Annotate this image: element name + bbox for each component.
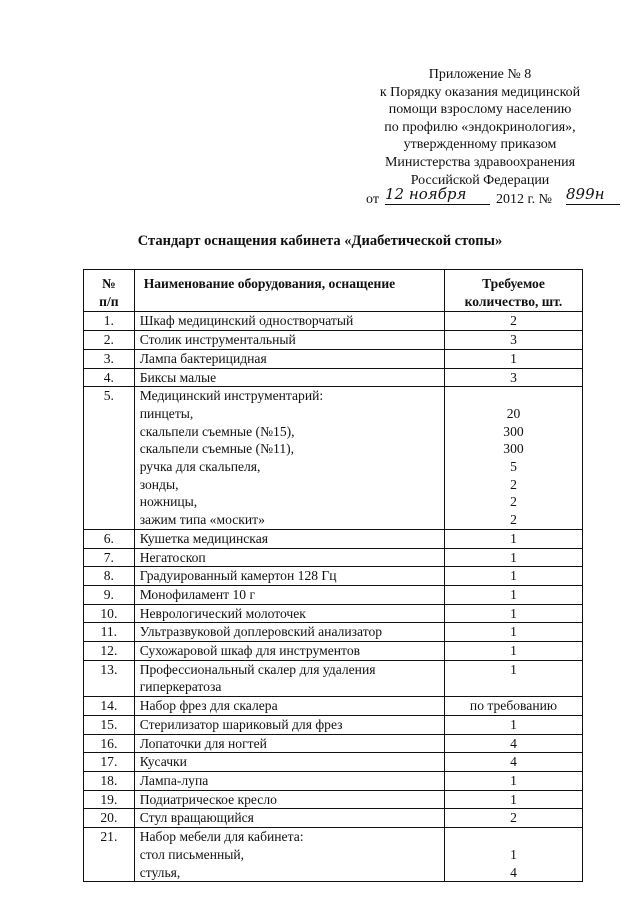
row-quantity <box>444 790 582 809</box>
table-row <box>84 349 583 368</box>
item-qty-text <box>445 387 582 405</box>
header-name: Наименование оборудования, оснащение <box>134 270 444 312</box>
row-number: 10. <box>84 604 135 623</box>
qty-spacer <box>445 678 582 696</box>
row-item-name <box>134 529 444 548</box>
header-line-order-ref: к Порядку оказания медицинской <box>379 84 581 100</box>
row-number: 20. <box>84 809 135 828</box>
item-qty-text: 4 <box>510 754 517 770</box>
row-quantity <box>444 753 582 772</box>
item-qty-text: 3 <box>510 369 517 385</box>
document-header <box>330 66 630 210</box>
row-item-name <box>134 809 444 828</box>
row-item-name <box>134 734 444 753</box>
header-num: № п/п <box>84 270 135 312</box>
row-number: 19. <box>84 790 135 809</box>
equipment-table <box>83 269 583 882</box>
date-prefix: от <box>366 192 379 208</box>
item-name-text: Медицинский инструментарий: <box>139 388 324 404</box>
item-qty-text <box>445 828 582 846</box>
order-date-line <box>330 185 630 210</box>
row-item-name <box>134 771 444 790</box>
row-quantity <box>444 387 582 530</box>
row-item-name <box>134 331 444 350</box>
item-name-text: Столик инструментальный <box>139 332 296 348</box>
item-name-text: Шкаф медицинский одностворчатый <box>139 313 354 329</box>
item-qty-text: 1 <box>510 530 517 546</box>
item-name-text: Лампа бактерицидная <box>139 350 267 366</box>
row-item-name <box>134 312 444 331</box>
item-name-text: Негатоскоп <box>139 549 206 565</box>
item-name-text: Сухожаровой шкаф для инструментов <box>139 643 361 659</box>
item-qty-text: 1 <box>510 586 517 602</box>
header-line-approved: утвержденному приказом <box>403 137 557 153</box>
row-item-name <box>134 790 444 809</box>
item-qty-text: 2 <box>510 810 517 826</box>
row-quantity <box>444 349 582 368</box>
row-quantity <box>444 567 582 586</box>
row-quantity <box>444 809 582 828</box>
row-item-name <box>134 697 444 716</box>
row-quantity <box>444 828 582 882</box>
item-qty-text: 1 <box>510 716 517 732</box>
row-number: 8. <box>84 567 135 586</box>
item-qty-text: 1 <box>510 568 517 584</box>
item-name-text: Биксы малые <box>139 369 217 385</box>
table-row <box>84 771 583 790</box>
table-row <box>84 312 583 331</box>
sub-item-name: ножницы, <box>139 494 198 510</box>
row-number: 5. <box>84 387 135 530</box>
sub-item-name: скальпели съемные (№15), <box>139 423 295 439</box>
handwritten-date: 12 ноября <box>385 186 490 205</box>
table-row <box>84 567 583 586</box>
item-qty-text: 2 <box>510 313 517 329</box>
item-name-text: Лампа-лупа <box>139 772 209 788</box>
sub-item-name: скальпели съемные (№11), <box>139 441 295 457</box>
sub-item-qty: 300 <box>503 423 524 439</box>
item-name-text: Неврологический молоточек <box>139 605 306 621</box>
row-number: 12. <box>84 642 135 661</box>
row-number: 13. <box>84 660 135 696</box>
row-item-name <box>134 660 444 696</box>
table-row <box>84 660 583 696</box>
row-number: 9. <box>84 585 135 604</box>
row-quantity <box>444 660 582 696</box>
table-row <box>84 828 583 882</box>
row-item-name <box>134 548 444 567</box>
row-number: 7. <box>84 548 135 567</box>
row-quantity <box>444 697 582 716</box>
item-name-text: Подиатрическое кресло <box>139 791 277 807</box>
row-item-name <box>134 642 444 661</box>
header-line-appendix: Приложение № 8 <box>428 67 532 82</box>
row-item-name <box>134 828 444 882</box>
sub-item-name: пинцеты, <box>139 405 194 421</box>
row-quantity <box>444 734 582 753</box>
row-quantity <box>444 548 582 567</box>
row-item-name <box>134 715 444 734</box>
table-row <box>84 585 583 604</box>
item-name-text: Стул вращающийся <box>139 810 254 826</box>
table-header-row <box>84 270 583 312</box>
row-quantity <box>444 715 582 734</box>
row-quantity <box>444 368 582 387</box>
row-number: 18. <box>84 771 135 790</box>
row-number: 16. <box>84 734 135 753</box>
row-number: 17. <box>84 753 135 772</box>
table-row <box>84 790 583 809</box>
sub-item-qty: 300 <box>503 441 524 457</box>
handwritten-order-number: 899н <box>566 186 620 205</box>
item-qty-text: 1 <box>510 791 517 807</box>
header-qty: Требуемое количество, шт. <box>444 270 582 312</box>
item-name-text: Лопаточки для ногтей <box>139 735 267 751</box>
sub-item-name: стол письменный, <box>139 846 245 862</box>
table-row <box>84 529 583 548</box>
table-row <box>84 368 583 387</box>
item-qty-text: 1 <box>510 549 517 565</box>
sub-item-qty: 1 <box>510 846 517 862</box>
row-quantity <box>444 604 582 623</box>
row-item-name <box>134 623 444 642</box>
sub-item-qty: 4 <box>510 864 517 880</box>
item-name-text: Стерилизатор шариковый для фрез <box>139 716 343 732</box>
table-row <box>84 623 583 642</box>
table-body <box>84 312 583 882</box>
table-row <box>84 642 583 661</box>
item-name-text: Монофиламент 10 г <box>139 586 256 602</box>
table-row <box>84 715 583 734</box>
row-number: 15. <box>84 715 135 734</box>
row-number: 3. <box>84 349 135 368</box>
item-qty-text: 1 <box>510 624 517 640</box>
header-line-ministry: Министерства здравоохранения <box>384 154 576 170</box>
sub-item-qty: 2 <box>510 476 517 492</box>
row-number: 1. <box>84 312 135 331</box>
sub-item-name: зонды, <box>139 476 179 492</box>
header-line-profile: по профилю «эндокринология», <box>384 119 576 135</box>
row-number: 11. <box>84 623 135 642</box>
year-number-label: 2012 г. № <box>496 192 553 208</box>
table-row <box>84 548 583 567</box>
row-quantity <box>444 585 582 604</box>
header-line-population: помощи взрослому населению <box>388 102 572 118</box>
item-name-text: Профессиональный скалер для удаления <box>139 661 376 677</box>
item-qty-text: 1 <box>510 661 517 677</box>
row-number: 2. <box>84 331 135 350</box>
item-name-text: Набор фрез для скалера <box>139 698 278 714</box>
row-quantity <box>444 331 582 350</box>
row-quantity <box>444 771 582 790</box>
row-quantity <box>444 642 582 661</box>
row-item-name <box>134 567 444 586</box>
document-title: Стандарт оснащения кабинета «Диабетической стопы» <box>137 233 503 249</box>
row-number: 4. <box>84 368 135 387</box>
item-qty-text: 1 <box>510 350 517 366</box>
row-quantity <box>444 312 582 331</box>
sub-item-name: стулья, <box>139 864 181 880</box>
table-row <box>84 331 583 350</box>
item-name-text: Ультразвуковой доплеровский анализатор <box>139 624 383 640</box>
sub-item-name: зажим типа «москит» <box>139 512 265 528</box>
item-name-text: Набор мебели для кабинета: <box>139 829 304 845</box>
row-item-name <box>134 585 444 604</box>
row-number: 6. <box>84 529 135 548</box>
table-row <box>84 734 583 753</box>
table-row <box>84 604 583 623</box>
table-row <box>84 387 583 530</box>
item-qty-text: 1 <box>510 605 517 621</box>
header-line-federation: Российской Федерации <box>410 172 550 188</box>
row-item-name <box>134 604 444 623</box>
item-name-text-cont: гиперкератоза <box>139 679 222 695</box>
row-quantity <box>444 529 582 548</box>
row-item-name <box>134 368 444 387</box>
table-row <box>84 697 583 716</box>
item-name-text: Градуированный камертон 128 Гц <box>139 568 337 584</box>
item-qty-text: 3 <box>510 332 517 348</box>
table-row <box>84 809 583 828</box>
item-qty-text: 1 <box>510 643 517 659</box>
row-item-name <box>134 349 444 368</box>
sub-item-qty: 2 <box>510 512 517 528</box>
sub-item-qty: 2 <box>510 494 517 510</box>
row-number: 14. <box>84 697 135 716</box>
item-qty-text: 4 <box>510 735 517 751</box>
sub-item-name: ручка для скальпеля, <box>139 459 261 475</box>
row-item-name <box>134 387 444 530</box>
row-item-name <box>134 753 444 772</box>
row-number: 21. <box>84 828 135 882</box>
sub-item-qty: 20 <box>506 405 521 421</box>
item-name-text: Кушетка медицинская <box>139 530 268 546</box>
item-qty-text: по требованию <box>469 698 558 714</box>
row-quantity <box>444 623 582 642</box>
sub-item-qty: 5 <box>510 459 517 475</box>
table-row <box>84 753 583 772</box>
item-qty-text: 1 <box>510 772 517 788</box>
item-name-text: Кусачки <box>139 754 187 770</box>
